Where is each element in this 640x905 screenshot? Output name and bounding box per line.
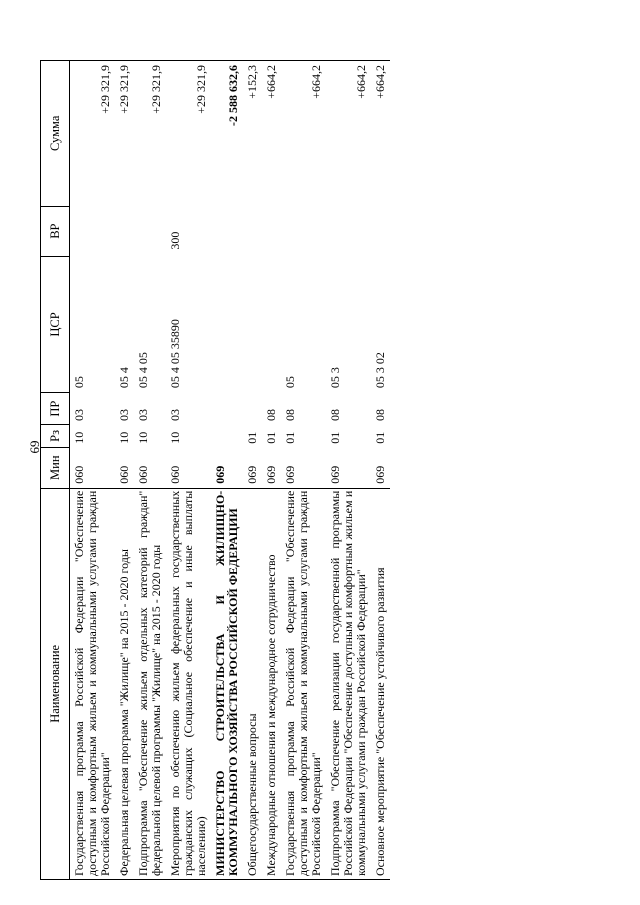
cell-name: Международные отношения и международное сотрудничество: [262, 488, 281, 879]
cell-pr: [211, 393, 243, 425]
cell-rz: 10: [72, 431, 86, 444]
budget-table-rotated: [40, 60, 580, 880]
cell-csr: 05 4: [117, 367, 131, 389]
cell-pr: 08: [283, 409, 297, 422]
cell-min: 060: [136, 465, 150, 484]
cell-sum: +29 321,9: [115, 61, 134, 207]
cell-name: Основное мероприятие "Обеспечение устойчивого развития: [371, 488, 390, 879]
table-row: [371, 61, 390, 880]
cell-name: МИНИСТЕРСТВО СТРОИТЕЛЬСТВА И ЖИЛИЩНО-КОММУНАЛЬНОГО ХОЗЯЙСТВА РОССИЙСКОЙ ФЕДЕРАЦИИ: [211, 488, 243, 879]
cell-min: 069: [283, 465, 297, 484]
cell-vr: [115, 206, 134, 256]
cell-min: 069: [213, 465, 227, 484]
cell-vr: [326, 206, 371, 256]
table-row: [262, 61, 281, 880]
cell-rz: 01: [328, 431, 342, 444]
cell-sum: +29 321,9: [134, 61, 166, 207]
table-row: [70, 61, 116, 880]
cell-csr: 05: [72, 376, 86, 389]
cell-name: Государственная программа Российской Федерации "Обеспечение доступным и комфортным жильем и коммунальными услугами граждан Российской Федерации": [281, 488, 326, 879]
table-row: [134, 61, 166, 880]
cell-name: Федеральная целевая программа "Жилище" на 2015 - 2020 годы: [115, 488, 134, 879]
cell-rz: 01: [245, 431, 259, 444]
cell-min: 069: [373, 465, 387, 484]
cell-pr: 03: [72, 409, 86, 422]
cell-pr: [243, 393, 262, 425]
cell-csr: 05 4 05 35890: [168, 319, 182, 389]
table-row: [281, 61, 326, 880]
cell-name: Подпрограмма "Обеспечение жильем отдельных категорий граждан" федеральной целевой программы "Жилище" на 2015 - 2020 годы: [134, 488, 166, 879]
column-header-csr: ЦСР: [41, 256, 70, 393]
cell-pr: 08: [264, 409, 278, 422]
table-row: [211, 61, 243, 880]
cell-rz: 10: [117, 431, 131, 444]
budget-table: [40, 60, 390, 880]
cell-min: 069: [328, 465, 342, 484]
cell-sum: -2 588 632,6: [211, 61, 243, 207]
cell-csr: 05 3 02: [373, 352, 387, 389]
cell-sum: +152,3: [243, 61, 262, 207]
cell-vr: [211, 206, 243, 256]
cell-sum: +664,2: [262, 61, 281, 207]
cell-vr: [371, 206, 390, 256]
table-row: [243, 61, 262, 880]
cell-pr: 03: [117, 409, 131, 422]
cell-sum: +29 321,9: [70, 61, 116, 207]
column-header-vr: ВР: [41, 206, 70, 256]
cell-vr: [262, 206, 281, 256]
cell-vr: [281, 206, 326, 256]
cell-name: Подпрограмма "Обеспечение реализации государственной программы Российской Федерации "Обеспечение доступным и комфортным жильем и коммунальными услугами граждан Российской Федерации": [326, 488, 371, 879]
column-header-pr: ПР: [41, 393, 70, 425]
table-row: [115, 61, 134, 880]
cell-vr: [134, 206, 166, 256]
cell-rz: [211, 425, 243, 448]
cell-rz: 01: [283, 431, 297, 444]
cell-vr: [70, 206, 116, 256]
cell-csr: [262, 256, 281, 393]
cell-vr: 300: [168, 231, 182, 250]
cell-csr: [211, 256, 243, 393]
column-header-min: Мин: [41, 447, 70, 488]
column-header-rz: Рз: [41, 425, 70, 448]
table-header-row: [41, 61, 70, 880]
cell-rz: 01: [373, 431, 387, 444]
cell-min: 060: [168, 465, 182, 484]
table-row: [326, 61, 371, 880]
cell-name: Государственная программа Российской Федерации "Обеспечение доступным и комфортным жильем и коммунальными услугами граждан Российской Федерации": [70, 488, 116, 879]
cell-sum: +664,2: [326, 61, 371, 207]
cell-name: Общегосударственные вопросы: [243, 488, 262, 879]
column-header-name: Наименование: [41, 488, 70, 879]
cell-csr: 05: [283, 376, 297, 389]
cell-csr: [243, 256, 262, 393]
cell-pr: 03: [136, 409, 150, 422]
cell-sum: +664,2: [371, 61, 390, 207]
cell-pr: 03: [168, 409, 182, 422]
cell-min: 069: [245, 465, 259, 484]
cell-sum: +29 321,9: [166, 61, 211, 207]
cell-rz: 10: [168, 431, 182, 444]
cell-pr: 08: [373, 409, 387, 422]
cell-rz: 01: [264, 431, 278, 444]
cell-csr: 05 4 05: [136, 352, 150, 389]
table-body: [70, 61, 391, 880]
page-number-text: 69: [27, 440, 42, 454]
cell-csr: 05 3: [328, 367, 342, 389]
cell-name: Мероприятия по обеспечению жильем федеральных государственных гражданских служащих (Социальное обеспечение и иные выплаты населению): [166, 488, 211, 879]
cell-min: 060: [72, 465, 86, 484]
cell-min: 060: [117, 465, 131, 484]
cell-rz: 10: [136, 431, 150, 444]
cell-vr: [243, 206, 262, 256]
cell-sum: +664,2: [281, 61, 326, 207]
cell-min: 069: [264, 465, 278, 484]
table-row: [166, 61, 211, 880]
column-header-sum: Сумма: [41, 61, 70, 207]
cell-pr: 08: [328, 409, 342, 422]
